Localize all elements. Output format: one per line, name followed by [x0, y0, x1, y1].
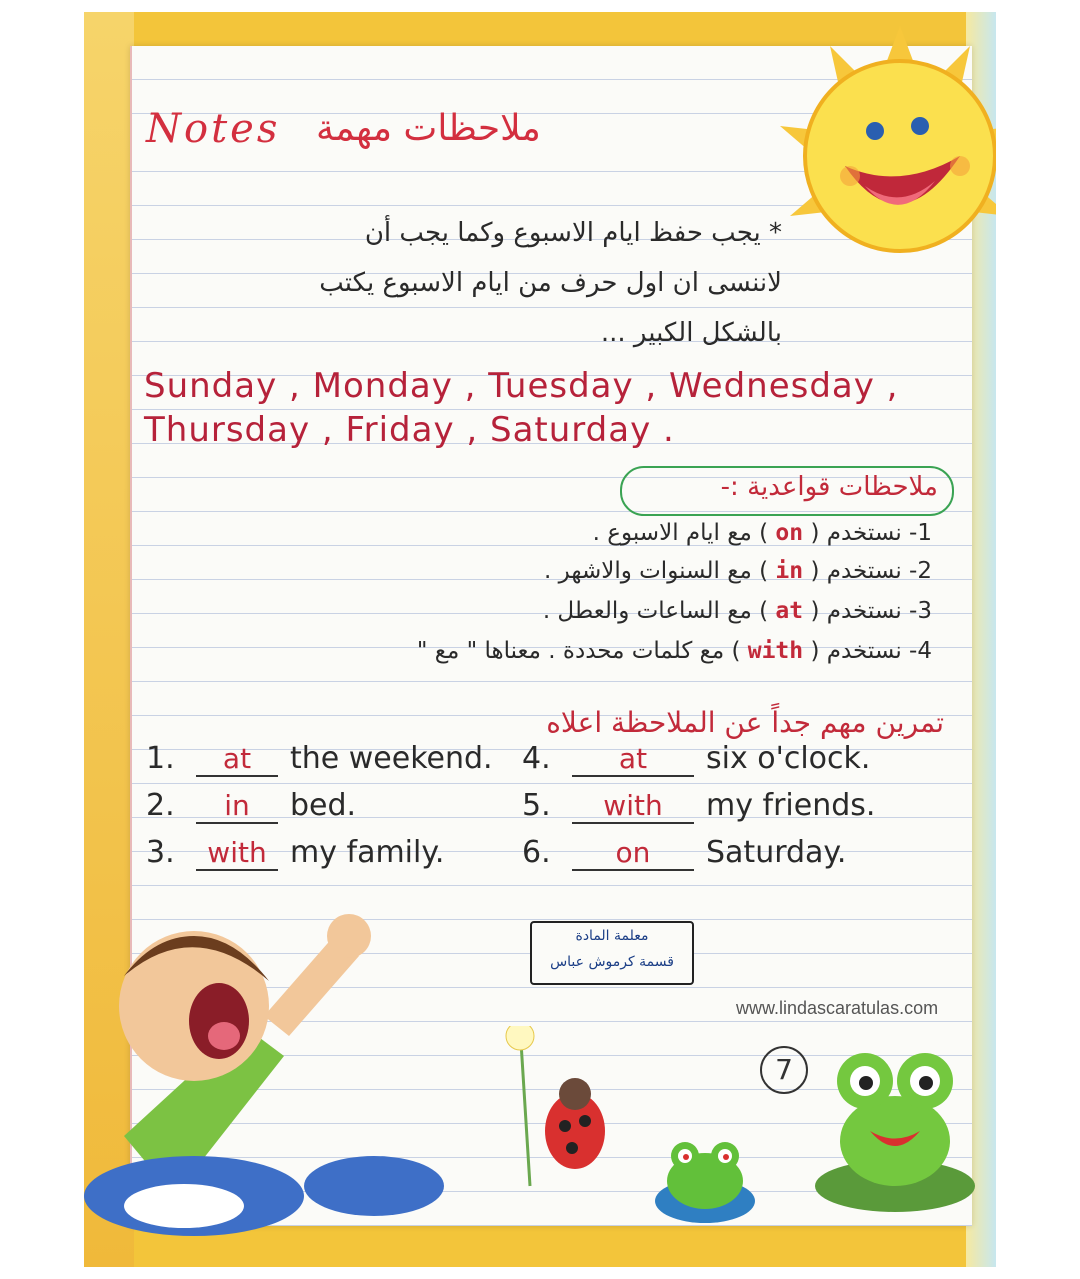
exercise-item	[146, 835, 444, 871]
rule-keyword: on	[775, 520, 804, 546]
page-number: 7	[760, 1046, 808, 1094]
intro-line-3: بالشكل الكبير ...	[600, 318, 782, 348]
exercise-number: 6.	[522, 835, 551, 870]
notebook-photo	[84, 12, 996, 1267]
rule-prefix: 3- نستخدم (	[810, 598, 932, 624]
intro-line-2: لاننسى ان اول حرف من ايام الاسبوع يكتب	[319, 268, 782, 298]
exercise-number: 1.	[146, 741, 175, 776]
rule-suffix: ) مع ايام الاسبوع .	[592, 520, 769, 546]
exercise-number: 3.	[146, 835, 175, 870]
sun-illustration	[770, 26, 996, 286]
exercise-number: 2.	[146, 788, 175, 823]
grammar-notes-heading	[620, 466, 954, 516]
exercise-text: my family.	[290, 835, 445, 870]
title-arabic: ملاحظات مهمة	[316, 108, 541, 149]
rule-item	[212, 558, 932, 584]
rule-suffix: ) مع كلمات محددة . معناها " مع "	[416, 638, 741, 664]
exercise-answer: at	[572, 742, 694, 777]
exercise-item	[522, 788, 875, 824]
rule-suffix: ) مع الساعات والعطل .	[542, 598, 769, 624]
exercise-text: my friends.	[706, 788, 876, 823]
rule-prefix: 2- نستخدم (	[810, 558, 932, 584]
title-english: Notes	[146, 106, 281, 152]
exercise-item	[522, 835, 846, 871]
rule-keyword: in	[775, 558, 804, 584]
rule-item	[212, 520, 932, 546]
exercise-number: 4.	[522, 741, 551, 776]
exercise-text: bed.	[290, 788, 357, 823]
rule-item	[212, 598, 932, 624]
boy-illustration	[84, 896, 484, 1236]
rule-item	[212, 638, 932, 664]
rule-prefix: 1- نستخدم (	[810, 520, 932, 546]
exercise-answer: in	[196, 789, 278, 824]
exercise-answer: with	[196, 836, 278, 871]
stamp-line-1: معلمة المادة	[575, 928, 649, 944]
big-frog-illustration	[810, 1036, 980, 1216]
days-line-2: Thursday , Friday , Saturday .	[144, 410, 675, 450]
teacher-stamp	[530, 921, 694, 985]
stamp-line-2: قسمة كرموش عباس	[550, 954, 674, 970]
exercise-answer: at	[196, 742, 278, 777]
page-heading	[146, 104, 706, 164]
exercise-text: the weekend.	[290, 741, 493, 776]
exercise-text: six o'clock.	[706, 741, 871, 776]
exercise-item	[146, 741, 493, 777]
intro-line-1: * يجب حفظ ايام الاسبوع وكما يجب أن	[364, 218, 782, 248]
exercise-number: 5.	[522, 788, 551, 823]
notebook-page	[130, 46, 972, 1226]
exercise-answer: on	[572, 836, 694, 871]
ladybug-illustration	[490, 1026, 640, 1196]
rule-keyword: with	[747, 638, 804, 664]
website-credit: www.lindascaratulas.com	[736, 998, 939, 1018]
exercise-item	[522, 741, 870, 777]
small-frog-illustration	[650, 1126, 760, 1226]
rule-suffix: ) مع السنوات والاشهر .	[544, 558, 769, 584]
exercise-item	[146, 788, 356, 824]
rule-keyword: at	[775, 598, 804, 624]
exercise-text: Saturday.	[706, 835, 847, 870]
exercise-answer: with	[572, 789, 694, 824]
exercise-title: تمرين مهم جداً عن الملاحظة اعلاه	[546, 706, 944, 739]
days-line-1: Sunday , Monday , Tuesday , Wednesday ,	[144, 366, 899, 406]
grammar-notes-title: ملاحظات قواعدية :-	[720, 472, 938, 502]
rule-prefix: 4- نستخدم (	[810, 638, 932, 664]
